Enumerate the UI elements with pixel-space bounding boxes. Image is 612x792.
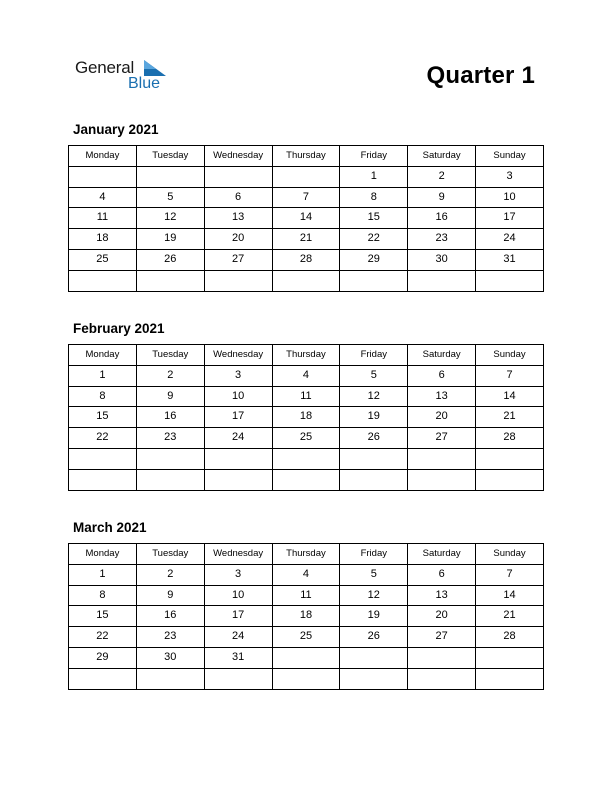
day-cell [69,469,137,490]
logo [75,58,175,94]
weekday-header: Friday [340,544,408,565]
day-cell: 27 [204,249,272,270]
day-cell [204,469,272,490]
day-cell [408,668,476,689]
day-cell: 21 [476,407,544,428]
day-cell: 26 [136,249,204,270]
week-row [69,270,544,291]
day-cell: 30 [408,249,476,270]
day-cell: 20 [204,229,272,250]
weekday-header: Friday [340,345,408,366]
day-cell: 4 [272,564,340,585]
logo-text-blue: Blue [128,75,161,92]
day-cell [69,270,137,291]
day-cell [272,166,340,187]
week-row [69,229,544,250]
day-cell [476,668,544,689]
day-cell: 27 [408,627,476,648]
day-cell [408,270,476,291]
week-row [69,386,544,407]
day-cell [408,448,476,469]
day-cell: 29 [340,249,408,270]
day-cell: 23 [136,428,204,449]
day-cell: 18 [272,606,340,627]
weekday-header: Friday [340,146,408,167]
month-title: February 2021 [73,321,165,336]
day-cell: 6 [408,365,476,386]
day-cell: 5 [340,365,408,386]
weekday-header: Saturday [408,544,476,565]
day-cell: 26 [340,428,408,449]
day-cell: 22 [340,229,408,250]
day-cell: 25 [69,249,137,270]
day-cell [272,668,340,689]
weekday-header: Tuesday [136,345,204,366]
day-cell [204,448,272,469]
month-title: March 2021 [73,520,147,535]
day-cell: 8 [69,585,137,606]
day-cell [136,469,204,490]
day-cell [136,166,204,187]
day-cell: 23 [408,229,476,250]
weekday-header: Monday [69,345,137,366]
day-cell: 12 [340,386,408,407]
day-cell [340,647,408,668]
day-cell: 24 [476,229,544,250]
day-cell: 17 [204,606,272,627]
day-cell: 9 [408,187,476,208]
day-cell: 13 [408,386,476,407]
day-cell: 4 [272,365,340,386]
month-title: January 2021 [73,122,159,137]
day-cell: 10 [476,187,544,208]
weekday-header: Sunday [476,544,544,565]
month-table [68,145,544,292]
day-cell: 2 [136,564,204,585]
day-cell [476,270,544,291]
day-cell: 16 [408,208,476,229]
day-cell: 16 [136,606,204,627]
day-cell [408,647,476,668]
day-cell: 1 [69,564,137,585]
week-row [69,365,544,386]
day-cell: 11 [272,585,340,606]
weekday-header: Wednesday [204,146,272,167]
weekday-header-row [69,544,544,565]
day-cell: 7 [476,564,544,585]
day-cell: 25 [272,428,340,449]
weekday-header-row [69,146,544,167]
day-cell [204,668,272,689]
week-row [69,647,544,668]
day-cell: 25 [272,627,340,648]
weekday-header: Sunday [476,146,544,167]
week-row [69,564,544,585]
page-title: Quarter 1 [426,62,535,89]
week-row [69,208,544,229]
day-cell: 14 [476,386,544,407]
day-cell: 14 [272,208,340,229]
day-cell: 10 [204,386,272,407]
day-cell: 20 [408,606,476,627]
weekday-header: Tuesday [136,146,204,167]
day-cell [272,469,340,490]
week-row [69,187,544,208]
week-row [69,249,544,270]
weekday-header-row [69,345,544,366]
day-cell: 28 [476,627,544,648]
day-cell: 9 [136,386,204,407]
month-table [68,543,544,690]
day-cell [272,270,340,291]
day-cell: 26 [340,627,408,648]
day-cell: 15 [69,606,137,627]
day-cell [340,448,408,469]
day-cell: 1 [340,166,408,187]
day-cell [340,469,408,490]
day-cell: 16 [136,407,204,428]
day-cell: 9 [136,585,204,606]
day-cell: 29 [69,647,137,668]
day-cell: 21 [476,606,544,627]
weekday-header: Tuesday [136,544,204,565]
day-cell: 13 [408,585,476,606]
day-cell: 28 [476,428,544,449]
day-cell: 3 [476,166,544,187]
day-cell [136,448,204,469]
day-cell: 17 [204,407,272,428]
day-cell: 3 [204,564,272,585]
logo-text-general: General [75,58,135,77]
day-cell: 30 [136,647,204,668]
weekday-header: Wednesday [204,345,272,366]
day-cell: 6 [204,187,272,208]
week-row [69,407,544,428]
weekday-header: Thursday [272,146,340,167]
week-row [69,627,544,648]
day-cell: 10 [204,585,272,606]
day-cell: 7 [272,187,340,208]
day-cell [204,166,272,187]
day-cell: 23 [136,627,204,648]
day-cell [476,469,544,490]
day-cell: 5 [340,564,408,585]
weekday-header: Thursday [272,345,340,366]
day-cell: 14 [476,585,544,606]
month-calendar [68,122,544,292]
day-cell: 3 [204,365,272,386]
day-cell [69,448,137,469]
day-cell: 21 [272,229,340,250]
day-cell: 15 [69,407,137,428]
day-cell: 27 [408,428,476,449]
weekday-header: Saturday [408,146,476,167]
day-cell: 12 [340,585,408,606]
day-cell: 22 [69,428,137,449]
day-cell: 11 [272,386,340,407]
day-cell: 5 [136,187,204,208]
weekday-header: Thursday [272,544,340,565]
day-cell: 20 [408,407,476,428]
day-cell [69,166,137,187]
week-row [69,469,544,490]
day-cell [136,270,204,291]
month-calendar [68,520,544,690]
day-cell: 8 [69,386,137,407]
week-row [69,585,544,606]
week-row [69,606,544,627]
day-cell: 12 [136,208,204,229]
day-cell: 22 [69,627,137,648]
weekday-header: Wednesday [204,544,272,565]
day-cell: 19 [340,606,408,627]
day-cell: 2 [136,365,204,386]
week-row [69,166,544,187]
weekday-header: Saturday [408,345,476,366]
day-cell: 17 [476,208,544,229]
day-cell [340,270,408,291]
weekday-header: Monday [69,544,137,565]
month-table [68,344,544,491]
day-cell: 19 [136,229,204,250]
weekday-header: Monday [69,146,137,167]
weekday-header: Sunday [476,345,544,366]
day-cell: 18 [272,407,340,428]
day-cell: 31 [204,647,272,668]
day-cell: 19 [340,407,408,428]
day-cell: 24 [204,627,272,648]
day-cell: 2 [408,166,476,187]
day-cell: 13 [204,208,272,229]
month-calendar [68,321,544,491]
day-cell [476,448,544,469]
day-cell: 18 [69,229,137,250]
day-cell: 4 [69,187,137,208]
day-cell: 7 [476,365,544,386]
day-cell: 31 [476,249,544,270]
day-cell [204,270,272,291]
day-cell [272,448,340,469]
day-cell: 1 [69,365,137,386]
day-cell [476,647,544,668]
day-cell: 28 [272,249,340,270]
day-cell [340,668,408,689]
week-row [69,668,544,689]
day-cell: 11 [69,208,137,229]
week-row [69,428,544,449]
day-cell: 6 [408,564,476,585]
week-row [69,448,544,469]
day-cell: 8 [340,187,408,208]
day-cell: 15 [340,208,408,229]
day-cell: 24 [204,428,272,449]
day-cell [272,647,340,668]
day-cell [408,469,476,490]
day-cell [136,668,204,689]
day-cell [69,668,137,689]
